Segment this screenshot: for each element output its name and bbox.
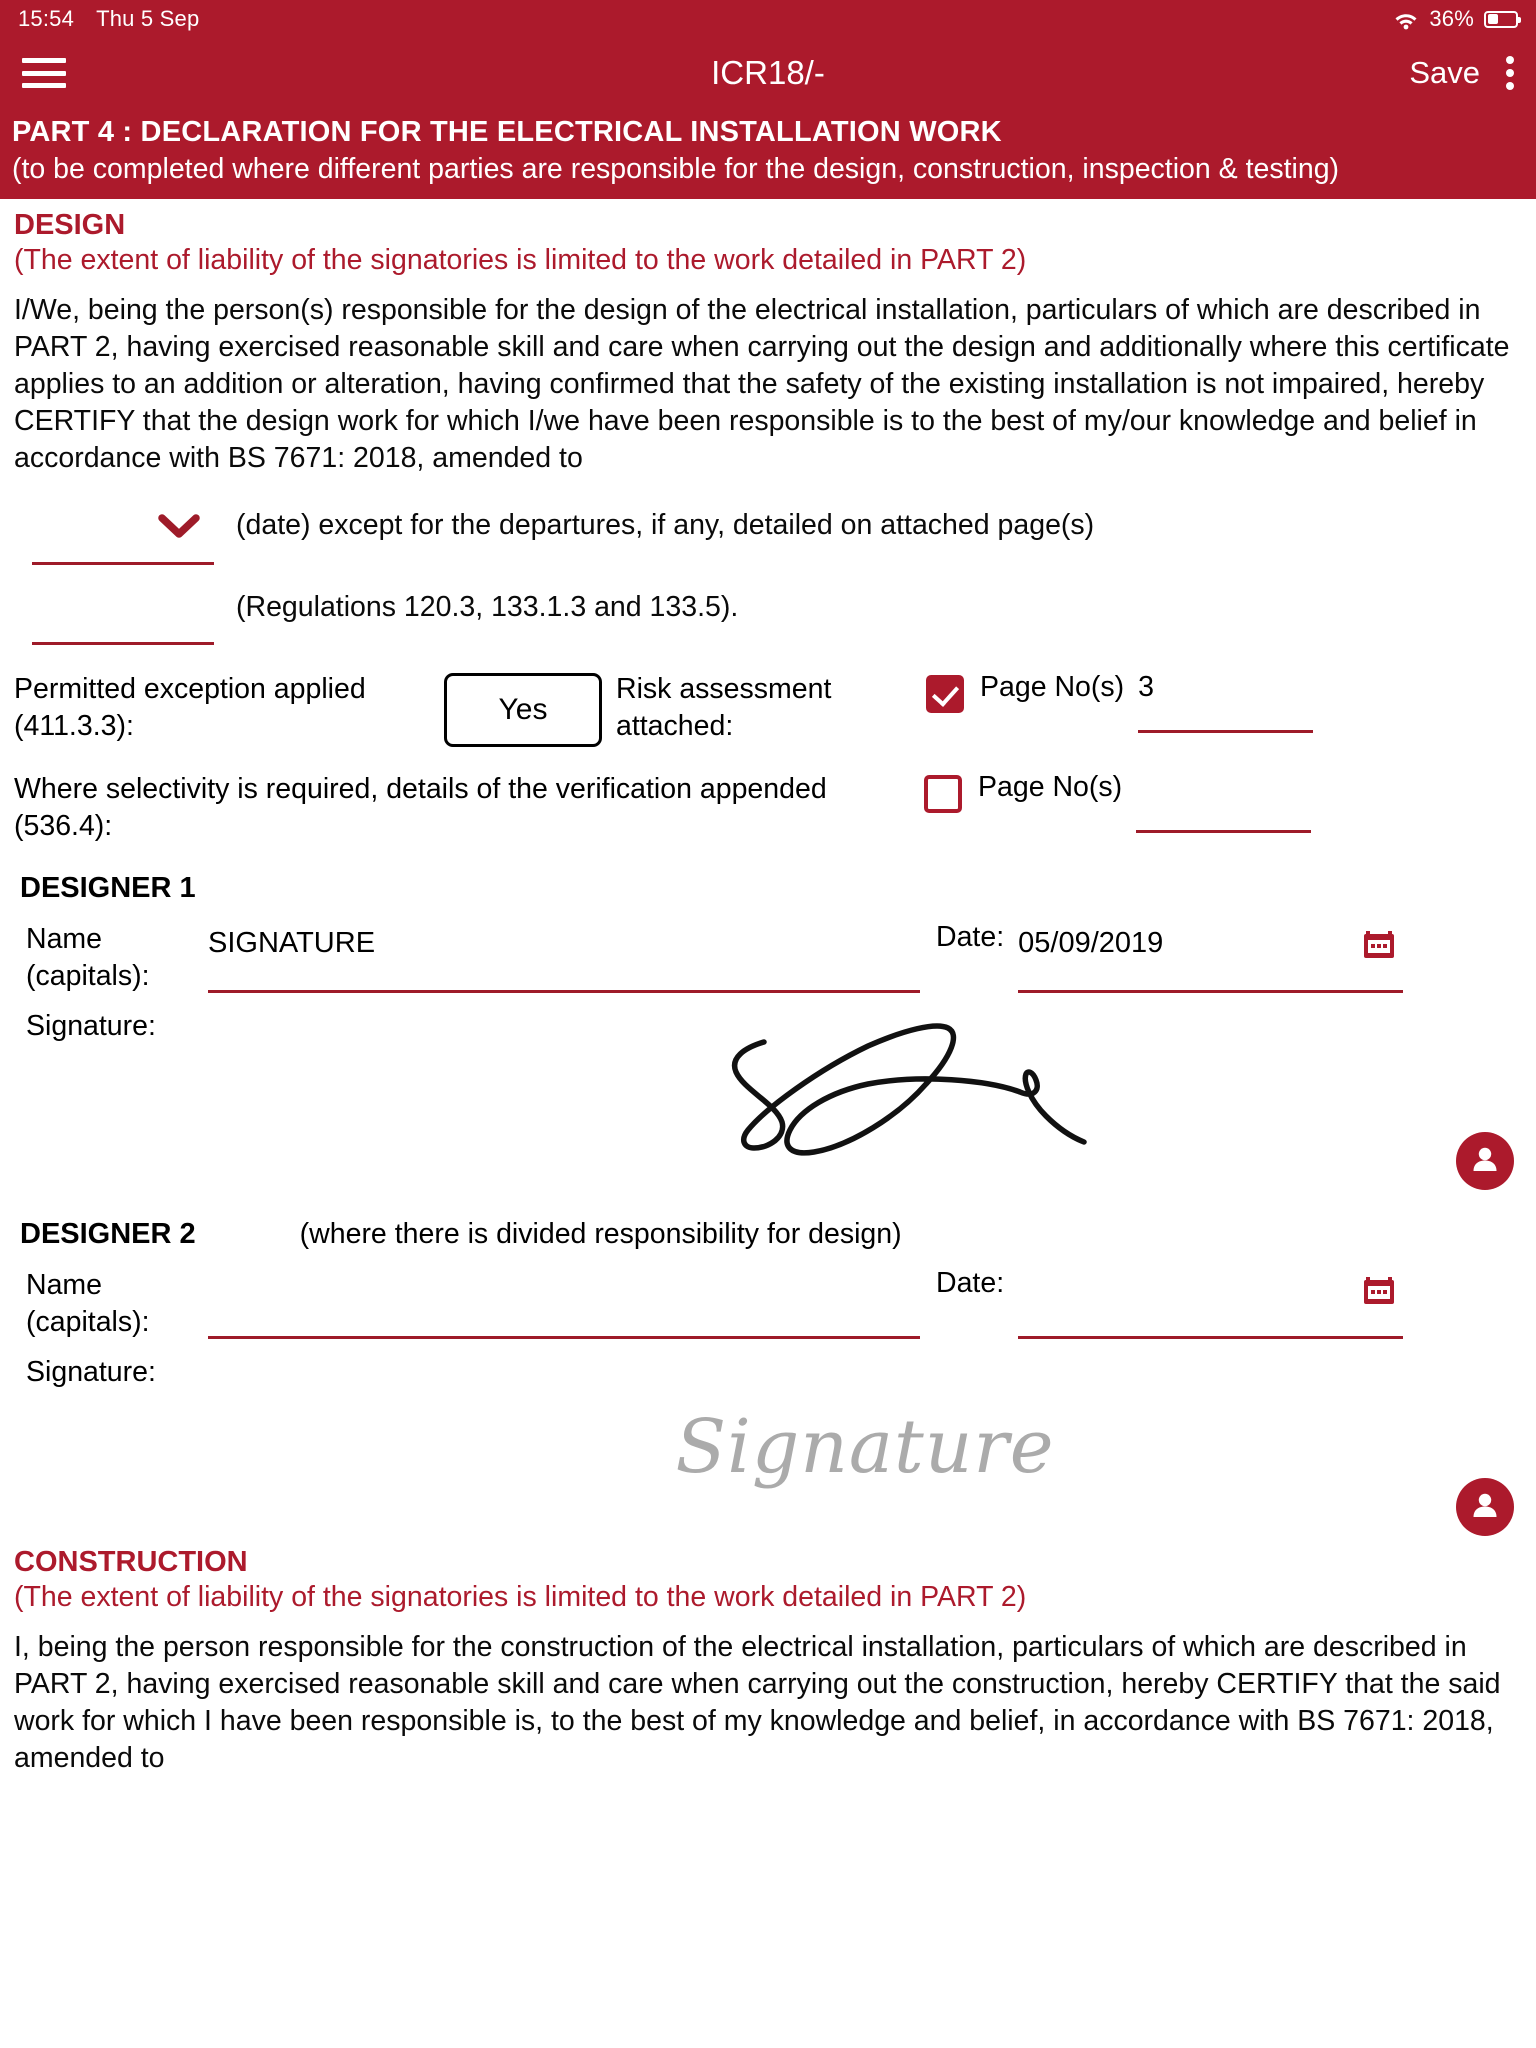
designer2-date-input[interactable] (1018, 1267, 1403, 1339)
selectivity-pageno-underline (1136, 830, 1311, 833)
calendar-icon[interactable] (1361, 1271, 1397, 1312)
construction-declaration-paragraph: I, being the person responsible for the construction of the electrical installation, particulars of which are described in PART 2, having exercised reasonable skill and care when carrying out the construction, hereby CERTIFY that the said work for which I have been responsible is, to the best of my knowledge and belief, in accordance with BS 7671: 2018, amended to (14, 1631, 1501, 1775)
designer1-person-icon-button[interactable] (1456, 1132, 1514, 1190)
designer2-name-underline (208, 1336, 920, 1339)
designer2-date-label: Date: (936, 1267, 1005, 1300)
risk-assessment-label: Risk assessment attached: (616, 673, 832, 742)
amendment-dropdown-row (14, 505, 1522, 565)
permitted-exception-label: Permitted exception applied (411.3.3): (14, 673, 366, 742)
risk-assessment-checkbox-group (926, 671, 1313, 733)
designer2-heading: DESIGNER 2 (20, 1218, 196, 1251)
design-declaration-paragraph: I/We, being the person(s) responsible for the design of the electrical installation, particulars of which are described in PART 2, having exercised reasonable skill and care when carrying out the design and additionally where this certificate applies to an addition or alteration, having confirmed that the safety of the existing installation is not impaired, hereby CERTIFY that the design work for which I/we have been responsible is to the best of my/our knowledge and belief in accordance with BS 7671: 2018, amended to (14, 294, 1510, 475)
risk-assessment-pageno-underline (1138, 730, 1313, 733)
battery-percent-label: 36% (1429, 6, 1474, 31)
designer2-person-icon-button[interactable] (1456, 1478, 1514, 1536)
regulations-row (14, 591, 1522, 645)
status-bar-left (18, 6, 199, 32)
permitted-exception-toggle[interactable]: Yes (444, 673, 602, 747)
designer2-name-input[interactable] (208, 1267, 920, 1339)
page-title: ICR18/- (711, 54, 825, 91)
selectivity-pageno-label: Page No(s) (978, 771, 1123, 804)
designer2-name-row (26, 1267, 1522, 1340)
designer2-signature-placeholder: Signature (675, 1404, 1055, 1491)
designer2-signature-canvas[interactable] (208, 1356, 1522, 1536)
designer1-name-label: Name (capitals): (26, 923, 150, 992)
designer1-signature-label: Signature: (26, 1010, 156, 1043)
chevron-down-icon (158, 513, 200, 546)
status-bar-right (1393, 6, 1518, 32)
departures-field[interactable] (32, 591, 214, 645)
selectivity-checkbox-group (924, 771, 1311, 833)
regulations-note: (Regulations 120.3, 133.1.3 and 133.5). (236, 591, 739, 624)
selectivity-pageno-field[interactable] (1136, 771, 1311, 833)
selectivity-row (14, 771, 1522, 844)
designer1-signature-canvas[interactable] (208, 1010, 1522, 1190)
risk-assessment-pageno-field[interactable] (1138, 671, 1313, 733)
person-icon (1468, 1488, 1502, 1527)
designer1-signature-row (26, 1010, 1522, 1190)
selectivity-label: Where selectivity is required, details of the verification appended (536.4): (14, 773, 827, 842)
hamburger-menu-icon[interactable] (22, 58, 66, 88)
designer1-heading: DESIGNER 1 (20, 872, 196, 905)
kebab-menu-icon[interactable] (1506, 56, 1514, 90)
part-banner-title: PART 4 : DECLARATION FOR THE ELECTRICAL INSTALLATION WORK (12, 116, 1002, 148)
status-time: 15:54 (18, 6, 75, 31)
designer2-name-label: Name (capitals): (26, 1269, 150, 1338)
app-bar (0, 38, 1536, 108)
risk-assessment-pageno-value: 3 (1138, 671, 1155, 704)
status-date: Thu 5 Sep (96, 6, 200, 31)
designer2-date-underline (1018, 1336, 1403, 1339)
designer1-name-row (26, 921, 1522, 994)
app-bar-actions (1409, 55, 1514, 91)
designer1-date-underline (1018, 990, 1403, 993)
designer1-heading-row (20, 872, 1522, 905)
designer2-heading-row (20, 1218, 1522, 1251)
designer1-name-input[interactable] (208, 921, 920, 993)
designer1-date-value: 05/09/2019 (1018, 927, 1164, 960)
selectivity-checkbox[interactable] (924, 775, 962, 813)
designer2-note: (where there is divided responsibility for design) (299, 1218, 902, 1251)
status-bar (0, 0, 1536, 38)
construction-liability-note: (The extent of liability of the signatories is limited to the work detailed in PART 2) (14, 1581, 1027, 1614)
permitted-exception-row (14, 671, 1522, 747)
calendar-icon[interactable] (1361, 925, 1397, 966)
risk-assessment-pageno-label: Page No(s) (980, 671, 1125, 704)
risk-assessment-checkbox[interactable] (926, 675, 964, 713)
construction-section-heading: CONSTRUCTION (14, 1546, 248, 1579)
designer1-date-input[interactable] (1018, 921, 1403, 993)
form-content (0, 209, 1536, 1777)
designer1-name-underline (208, 990, 920, 993)
part-banner (0, 108, 1536, 199)
designer2-name-value (208, 1267, 920, 1273)
designer1-date-label: Date: (936, 921, 1005, 954)
design-section-heading: DESIGN (14, 209, 126, 242)
designer2-signature-row (26, 1356, 1522, 1536)
designer1-name-value: SIGNATURE (208, 927, 376, 960)
departures-field-underline (32, 642, 214, 645)
design-liability-note: (The extent of liability of the signatories is limited to the work detailed in PART 2) (14, 244, 1027, 277)
amendment-dropdown-underline (32, 562, 214, 565)
wifi-icon (1393, 9, 1419, 29)
amendment-dropdown[interactable] (32, 505, 214, 565)
battery-icon (1484, 11, 1518, 28)
person-icon (1468, 1142, 1502, 1181)
save-button[interactable]: Save (1409, 55, 1480, 90)
part-banner-subtitle: (to be completed where different parties are responsible for the design, construction, inspection & testing) (12, 152, 1340, 185)
designer2-signature-label: Signature: (26, 1356, 156, 1389)
date-except-note: (date) except for the departures, if any, detailed on attached page(s) (236, 509, 1095, 542)
